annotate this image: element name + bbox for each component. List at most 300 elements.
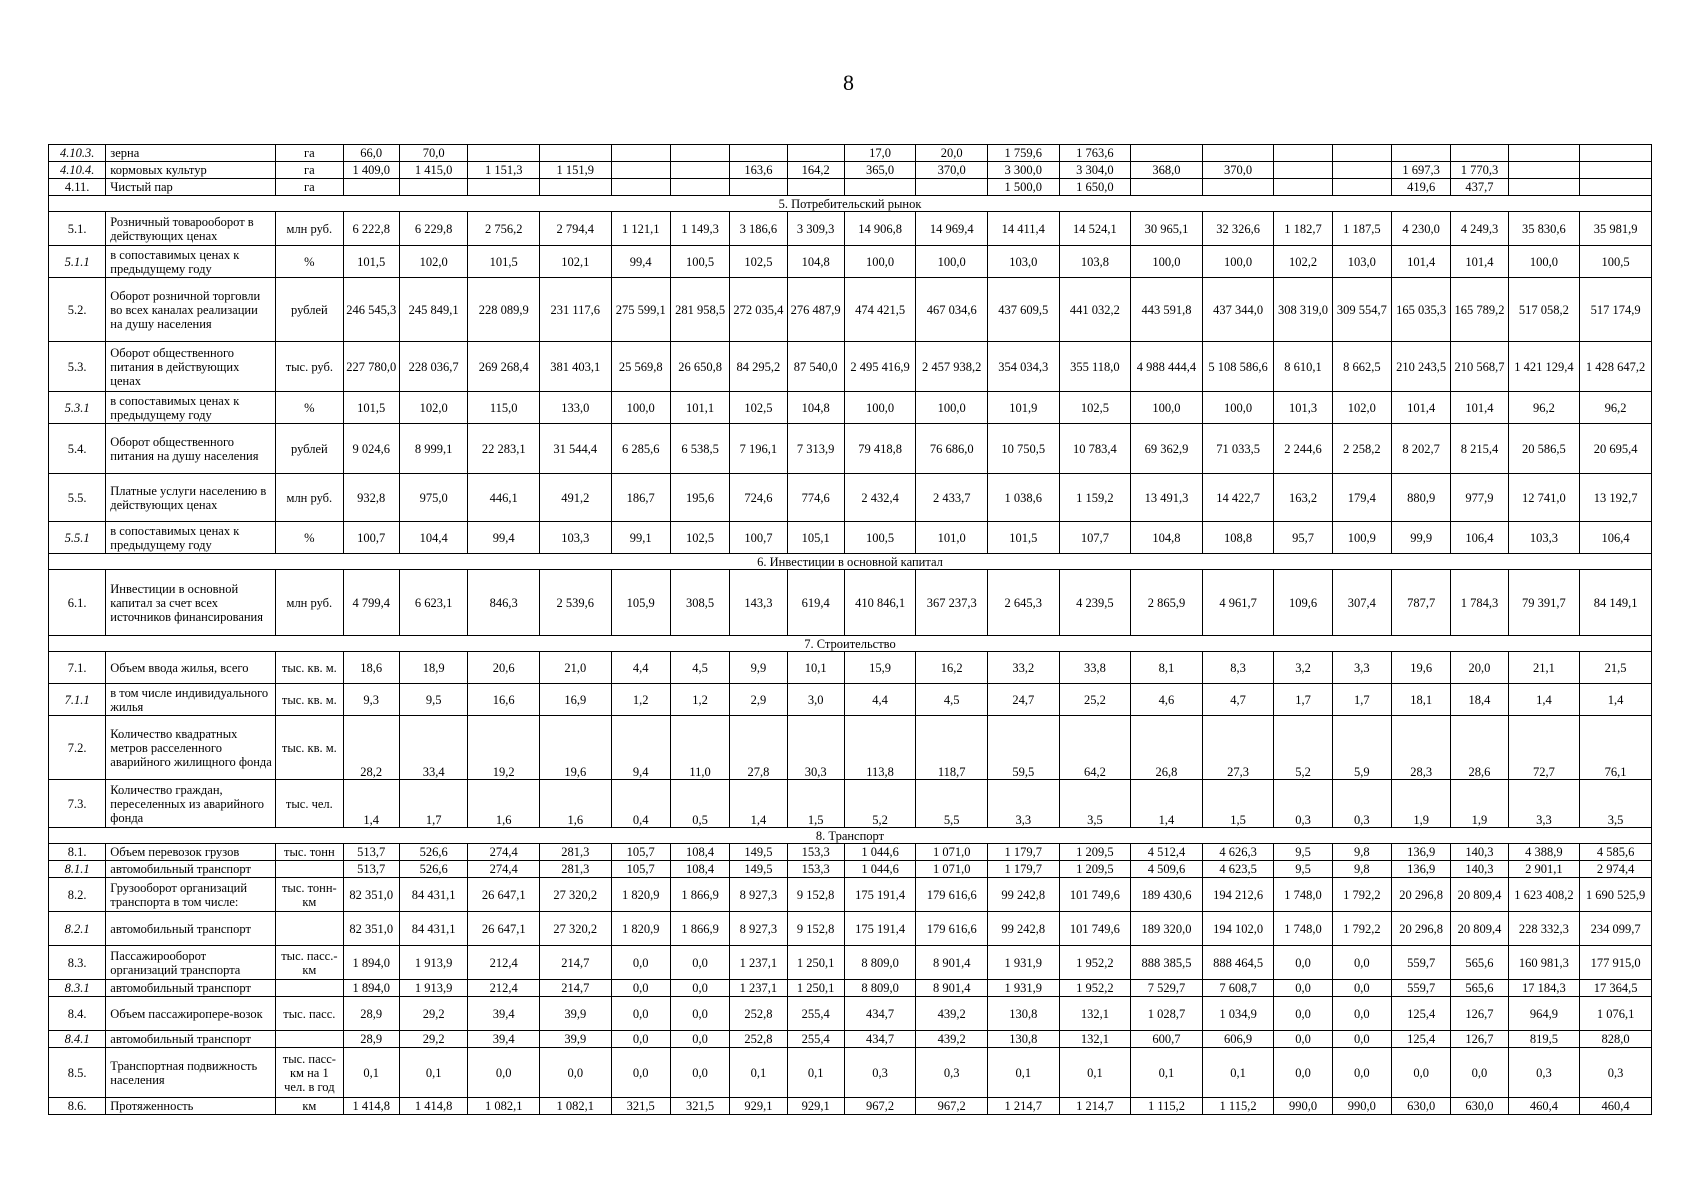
value-cell: 880,9 — [1391, 474, 1450, 522]
value-cell: 175 191,4 — [844, 912, 916, 946]
value-cell: 975,0 — [399, 474, 468, 522]
value-cell: 17,0 — [844, 145, 916, 162]
indicator-name: Транспортная подвижность населения — [106, 1048, 276, 1098]
value-cell: 109,6 — [1274, 570, 1332, 636]
row-number: 7.2. — [49, 716, 106, 780]
value-cell: 20 809,4 — [1451, 912, 1508, 946]
table-row — [49, 1031, 1652, 1048]
value-cell: 13 192,7 — [1580, 474, 1652, 522]
value-cell: 1 623 408,2 — [1508, 878, 1580, 912]
value-cell: 0,0 — [611, 1048, 670, 1098]
value-cell: 99,4 — [611, 246, 670, 278]
value-cell: 133,0 — [539, 392, 611, 424]
value-cell: 101,4 — [1451, 246, 1508, 278]
value-cell: 9 024,6 — [343, 424, 399, 474]
value-cell: 1,7 — [399, 780, 468, 828]
value-cell: 1 894,0 — [343, 980, 399, 997]
value-cell — [1508, 145, 1580, 162]
value-cell — [399, 179, 468, 196]
value-cell: 990,0 — [1274, 1098, 1332, 1115]
value-cell: 70,0 — [399, 145, 468, 162]
value-cell: 125,4 — [1391, 997, 1450, 1031]
value-cell: 82 351,0 — [343, 912, 399, 946]
value-cell: 1 820,9 — [611, 878, 670, 912]
value-cell: 2 432,4 — [844, 474, 916, 522]
value-cell — [1580, 162, 1652, 179]
value-cell: 1 151,3 — [468, 162, 540, 179]
value-cell: 0,0 — [670, 997, 729, 1031]
value-cell: 26 650,8 — [670, 342, 729, 392]
table-row — [49, 861, 1652, 878]
value-cell: 136,9 — [1391, 844, 1450, 861]
value-cell: 96,2 — [1580, 392, 1652, 424]
value-cell: 26 647,1 — [468, 878, 540, 912]
value-cell: 1 149,3 — [670, 212, 729, 246]
value-cell — [611, 145, 670, 162]
value-cell: 104,8 — [787, 246, 844, 278]
value-cell: 6 623,1 — [399, 570, 468, 636]
value-cell: 3 304,0 — [1059, 162, 1131, 179]
value-cell — [611, 162, 670, 179]
indicator-name: Оборот розничной торговли во всех каналах реализации на душу населения — [106, 278, 276, 342]
table-row — [49, 522, 1652, 554]
value-cell: 0,3 — [916, 1048, 988, 1098]
indicator-name: Объем пассажиропере-возок — [106, 997, 276, 1031]
value-cell: 1,9 — [1451, 780, 1508, 828]
value-cell: 149,5 — [730, 844, 787, 861]
value-cell: 309 554,7 — [1332, 278, 1391, 342]
value-cell: 8 662,5 — [1332, 342, 1391, 392]
value-cell: 9,5 — [1274, 844, 1332, 861]
indicator-name: Количество квадратных метров расселенного аварийного жилищного фонда — [106, 716, 276, 780]
value-cell: 18,4 — [1451, 684, 1508, 716]
value-cell: 59,5 — [987, 716, 1059, 780]
value-cell — [670, 162, 729, 179]
table-row — [49, 474, 1652, 522]
value-cell: 274,4 — [468, 844, 540, 861]
value-cell: 0,3 — [1508, 1048, 1580, 1098]
value-cell: 99,9 — [1391, 522, 1450, 554]
value-cell: 100,0 — [916, 246, 988, 278]
value-cell: 101,5 — [343, 246, 399, 278]
value-cell: 4,4 — [844, 684, 916, 716]
value-cell: 100,9 — [1332, 522, 1391, 554]
value-cell: 559,7 — [1391, 980, 1450, 997]
value-cell — [1508, 179, 1580, 196]
value-cell: 281,3 — [539, 861, 611, 878]
value-cell: 9,5 — [1274, 861, 1332, 878]
value-cell: 0,0 — [1332, 980, 1391, 997]
table-row — [49, 145, 1652, 162]
value-cell: 8 927,3 — [730, 912, 787, 946]
value-cell — [1580, 145, 1652, 162]
unit-cell: тыс. чел. — [276, 780, 344, 828]
value-cell: 1 044,6 — [844, 844, 916, 861]
value-cell: 20 296,8 — [1391, 912, 1450, 946]
value-cell: 1 044,6 — [844, 861, 916, 878]
value-cell: 35 830,6 — [1508, 212, 1580, 246]
value-cell: 8,3 — [1202, 652, 1274, 684]
value-cell: 5,9 — [1332, 716, 1391, 780]
value-cell: 0,3 — [1274, 780, 1332, 828]
table-row — [49, 980, 1652, 997]
value-cell: 195,6 — [670, 474, 729, 522]
value-cell: 0,0 — [670, 1031, 729, 1048]
indicator-name: Платные услуги населению в действующих ценах — [106, 474, 276, 522]
value-cell — [539, 145, 611, 162]
table-row — [49, 912, 1652, 946]
value-cell: 5,2 — [1274, 716, 1332, 780]
value-cell — [1131, 145, 1203, 162]
value-cell: 69 362,9 — [1131, 424, 1203, 474]
value-cell: 87 540,0 — [787, 342, 844, 392]
value-cell: 22 283,1 — [468, 424, 540, 474]
value-cell: 1 414,8 — [343, 1098, 399, 1115]
value-cell: 100,0 — [1131, 392, 1203, 424]
indicator-name: автомобильный транспорт — [106, 861, 276, 878]
value-cell: 31 544,4 — [539, 424, 611, 474]
value-cell: 30,3 — [787, 716, 844, 780]
value-cell: 517 058,2 — [1508, 278, 1580, 342]
value-cell: 1 421 129,4 — [1508, 342, 1580, 392]
unit-cell: га — [276, 179, 344, 196]
value-cell: 819,5 — [1508, 1031, 1580, 1048]
value-cell: 0,3 — [1580, 1048, 1652, 1098]
indicator-name: Грузооборот организаций транспорта в том числе: — [106, 878, 276, 912]
value-cell: 368,0 — [1131, 162, 1203, 179]
row-number: 8.3. — [49, 946, 106, 980]
section-header-row — [49, 196, 1652, 212]
value-cell — [730, 145, 787, 162]
table-row — [49, 342, 1652, 392]
value-cell: 107,7 — [1059, 522, 1131, 554]
value-cell: 1,4 — [1508, 684, 1580, 716]
table-row — [49, 1098, 1652, 1115]
value-cell: 4 626,3 — [1202, 844, 1274, 861]
table-row — [49, 246, 1652, 278]
value-cell: 9 152,8 — [787, 912, 844, 946]
value-cell: 3 186,6 — [730, 212, 787, 246]
value-cell: 100,0 — [1131, 246, 1203, 278]
value-cell: 4,5 — [916, 684, 988, 716]
value-cell: 0,1 — [399, 1048, 468, 1098]
value-cell: 103,3 — [539, 522, 611, 554]
value-cell: 20 586,5 — [1508, 424, 1580, 474]
value-cell — [1274, 179, 1332, 196]
value-cell: 101,5 — [343, 392, 399, 424]
value-cell: 1 792,2 — [1332, 912, 1391, 946]
value-cell: 1,4 — [343, 780, 399, 828]
value-cell: 460,4 — [1508, 1098, 1580, 1115]
value-cell: 84 431,1 — [399, 878, 468, 912]
value-cell: 105,7 — [611, 861, 670, 878]
value-cell: 101,1 — [670, 392, 729, 424]
value-cell: 79 391,7 — [1508, 570, 1580, 636]
value-cell: 964,9 — [1508, 997, 1580, 1031]
value-cell: 281,3 — [539, 844, 611, 861]
value-cell: 100,0 — [844, 392, 916, 424]
value-cell: 2,9 — [730, 684, 787, 716]
value-cell: 28,9 — [343, 997, 399, 1031]
value-cell: 179 616,6 — [916, 878, 988, 912]
row-number: 8.1.1 — [49, 861, 106, 878]
value-cell: 2 794,4 — [539, 212, 611, 246]
value-cell: 9,3 — [343, 684, 399, 716]
value-cell: 39,4 — [468, 1031, 540, 1048]
unit-cell — [276, 980, 344, 997]
value-cell — [787, 179, 844, 196]
value-cell — [670, 145, 729, 162]
value-cell — [611, 179, 670, 196]
value-cell: 1 428 647,2 — [1580, 342, 1652, 392]
value-cell: 153,3 — [787, 844, 844, 861]
value-cell: 0,0 — [1332, 1048, 1391, 1098]
value-cell: 21,0 — [539, 652, 611, 684]
value-cell: 103,8 — [1059, 246, 1131, 278]
value-cell — [1332, 145, 1391, 162]
value-cell: 20,0 — [916, 145, 988, 162]
value-cell: 4 988 444,4 — [1131, 342, 1203, 392]
value-cell: 1 076,1 — [1580, 997, 1652, 1031]
value-cell: 104,8 — [1131, 522, 1203, 554]
value-cell: 8 610,1 — [1274, 342, 1332, 392]
value-cell: 99 242,8 — [987, 878, 1059, 912]
value-cell: 1 179,7 — [987, 861, 1059, 878]
unit-cell — [276, 861, 344, 878]
section-title: 6. Инвестиции в основной капитал — [49, 554, 1652, 570]
value-cell: 10,1 — [787, 652, 844, 684]
row-number: 5.5.1 — [49, 522, 106, 554]
row-number: 8.2. — [49, 878, 106, 912]
value-cell: 99 242,8 — [987, 912, 1059, 946]
value-cell: 932,8 — [343, 474, 399, 522]
table-row — [49, 179, 1652, 196]
value-cell: 437 609,5 — [987, 278, 1059, 342]
value-cell: 8 999,1 — [399, 424, 468, 474]
value-cell: 410 846,1 — [844, 570, 916, 636]
row-number: 8.2.1 — [49, 912, 106, 946]
value-cell: 0,1 — [1059, 1048, 1131, 1098]
value-cell: 1 866,9 — [670, 878, 729, 912]
value-cell: 1 082,1 — [539, 1098, 611, 1115]
section-header-row — [49, 554, 1652, 570]
value-cell: 3,0 — [787, 684, 844, 716]
row-number: 6.1. — [49, 570, 106, 636]
value-cell: 1 500,0 — [987, 179, 1059, 196]
row-number: 5.5. — [49, 474, 106, 522]
value-cell: 7 608,7 — [1202, 980, 1274, 997]
value-cell: 6 538,5 — [670, 424, 729, 474]
unit-cell: тыс. кв. м. — [276, 684, 344, 716]
value-cell: 513,7 — [343, 861, 399, 878]
value-cell: 39,9 — [539, 997, 611, 1031]
value-cell: 95,7 — [1274, 522, 1332, 554]
unit-cell: га — [276, 145, 344, 162]
indicator-name: в сопоставимых ценах к предыдущему году — [106, 246, 276, 278]
value-cell: 234 099,7 — [1580, 912, 1652, 946]
table-row — [49, 570, 1652, 636]
value-cell: 33,4 — [399, 716, 468, 780]
indicator-name: Протяженность — [106, 1098, 276, 1115]
value-cell: 1,2 — [611, 684, 670, 716]
value-cell — [1391, 145, 1450, 162]
row-number: 4.10.3. — [49, 145, 106, 162]
indicator-name: Количество граждан, переселенных из аварийного фонда — [106, 780, 276, 828]
value-cell: 9,8 — [1332, 844, 1391, 861]
value-cell: 1,5 — [787, 780, 844, 828]
value-cell: 3,3 — [987, 780, 1059, 828]
value-cell: 101 749,6 — [1059, 912, 1131, 946]
value-cell: 321,5 — [670, 1098, 729, 1115]
value-cell: 35 981,9 — [1580, 212, 1652, 246]
table-row — [49, 716, 1652, 780]
value-cell: 102,5 — [670, 522, 729, 554]
value-cell: 1 748,0 — [1274, 912, 1332, 946]
value-cell: 84 431,1 — [399, 912, 468, 946]
value-cell: 149,5 — [730, 861, 787, 878]
value-cell: 189 320,0 — [1131, 912, 1203, 946]
value-cell: 967,2 — [844, 1098, 916, 1115]
unit-cell: тыс. пасс. — [276, 997, 344, 1031]
value-cell: 1 250,1 — [787, 946, 844, 980]
value-cell: 13 491,3 — [1131, 474, 1203, 522]
value-cell: 0,0 — [611, 946, 670, 980]
value-cell: 84 295,2 — [730, 342, 787, 392]
value-cell: 4,4 — [611, 652, 670, 684]
table-row — [49, 878, 1652, 912]
row-number: 7.1.1 — [49, 684, 106, 716]
value-cell: 26,8 — [1131, 716, 1203, 780]
value-cell: 888 464,5 — [1202, 946, 1274, 980]
value-cell: 526,6 — [399, 861, 468, 878]
value-cell: 99,1 — [611, 522, 670, 554]
value-cell: 16,2 — [916, 652, 988, 684]
value-cell: 724,6 — [730, 474, 787, 522]
section-title: 8. Транспорт — [49, 828, 1652, 844]
value-cell: 1 913,9 — [399, 980, 468, 997]
table-row — [49, 392, 1652, 424]
value-cell: 255,4 — [787, 997, 844, 1031]
value-cell: 1 121,1 — [611, 212, 670, 246]
value-cell — [1332, 162, 1391, 179]
value-cell: 179 616,6 — [916, 912, 988, 946]
table-row — [49, 652, 1652, 684]
value-cell: 3 300,0 — [987, 162, 1059, 179]
value-cell: 3 309,3 — [787, 212, 844, 246]
value-cell: 1 697,3 — [1391, 162, 1450, 179]
value-cell: 888 385,5 — [1131, 946, 1203, 980]
value-cell: 106,4 — [1580, 522, 1652, 554]
value-cell: 441 032,2 — [1059, 278, 1131, 342]
row-number: 4.11. — [49, 179, 106, 196]
value-cell — [468, 179, 540, 196]
value-cell: 255,4 — [787, 1031, 844, 1048]
value-cell: 3,5 — [1059, 780, 1131, 828]
value-cell: 4 388,9 — [1508, 844, 1580, 861]
value-cell: 160 981,3 — [1508, 946, 1580, 980]
value-cell: 967,2 — [916, 1098, 988, 1115]
unit-cell: % — [276, 392, 344, 424]
value-cell: 272 035,4 — [730, 278, 787, 342]
unit-cell: тыс. пасс-км на 1 чел. в год — [276, 1048, 344, 1098]
value-cell: 245 849,1 — [399, 278, 468, 342]
value-cell: 1 237,1 — [730, 980, 787, 997]
value-cell: 212,4 — [468, 980, 540, 997]
value-cell: 82 351,0 — [343, 878, 399, 912]
value-cell: 1 151,9 — [539, 162, 611, 179]
value-cell: 307,4 — [1332, 570, 1391, 636]
value-cell: 8 809,0 — [844, 980, 916, 997]
indicator-name: Оборот общественного питания на душу населения — [106, 424, 276, 474]
value-cell: 71 033,5 — [1202, 424, 1274, 474]
value-cell: 8 901,4 — [916, 946, 988, 980]
page-number: 8 — [843, 70, 854, 95]
value-cell: 210 243,5 — [1391, 342, 1450, 392]
value-cell: 370,0 — [1202, 162, 1274, 179]
value-cell: 0,0 — [670, 1048, 729, 1098]
value-cell: 1,6 — [539, 780, 611, 828]
indicator-name: Чистый пар — [106, 179, 276, 196]
value-cell: 28,3 — [1391, 716, 1450, 780]
unit-cell: млн руб. — [276, 212, 344, 246]
value-cell: 140,3 — [1451, 861, 1508, 878]
value-cell: 252,8 — [730, 997, 787, 1031]
value-cell: 79 418,8 — [844, 424, 916, 474]
value-cell: 1 159,2 — [1059, 474, 1131, 522]
unit-cell: % — [276, 522, 344, 554]
value-cell: 606,9 — [1202, 1031, 1274, 1048]
value-cell: 1 028,7 — [1131, 997, 1203, 1031]
value-cell: 4 509,6 — [1131, 861, 1203, 878]
value-cell: 25 569,8 — [611, 342, 670, 392]
table-row — [49, 424, 1652, 474]
value-cell: 104,8 — [787, 392, 844, 424]
value-cell: 6 229,8 — [399, 212, 468, 246]
value-cell: 7 196,1 — [730, 424, 787, 474]
unit-cell: км — [276, 1098, 344, 1115]
value-cell: 1 952,2 — [1059, 946, 1131, 980]
value-cell: 105,9 — [611, 570, 670, 636]
value-cell: 365,0 — [844, 162, 916, 179]
value-cell: 29,2 — [399, 1031, 468, 1048]
row-number: 5.3.1 — [49, 392, 106, 424]
unit-cell: га — [276, 162, 344, 179]
value-cell: 28,9 — [343, 1031, 399, 1048]
value-cell: 20 296,8 — [1391, 878, 1450, 912]
value-cell: 153,3 — [787, 861, 844, 878]
value-cell: 4 230,0 — [1391, 212, 1450, 246]
value-cell: 126,7 — [1451, 997, 1508, 1031]
value-cell: 4 512,4 — [1131, 844, 1203, 861]
value-cell: 1 187,5 — [1332, 212, 1391, 246]
value-cell: 16,9 — [539, 684, 611, 716]
value-cell: 1,4 — [730, 780, 787, 828]
value-cell: 8 927,3 — [730, 878, 787, 912]
value-cell: 96,2 — [1508, 392, 1580, 424]
value-cell: 16,6 — [468, 684, 540, 716]
value-cell: 118,7 — [916, 716, 988, 780]
value-cell: 7 313,9 — [787, 424, 844, 474]
value-cell: 565,6 — [1451, 946, 1508, 980]
value-cell: 513,7 — [343, 844, 399, 861]
value-cell: 104,4 — [399, 522, 468, 554]
value-cell: 130,8 — [987, 997, 1059, 1031]
value-cell: 10 783,4 — [1059, 424, 1131, 474]
value-cell: 0,0 — [1274, 946, 1332, 980]
value-cell — [844, 179, 916, 196]
value-cell: 308,5 — [670, 570, 729, 636]
value-cell: 0,3 — [844, 1048, 916, 1098]
